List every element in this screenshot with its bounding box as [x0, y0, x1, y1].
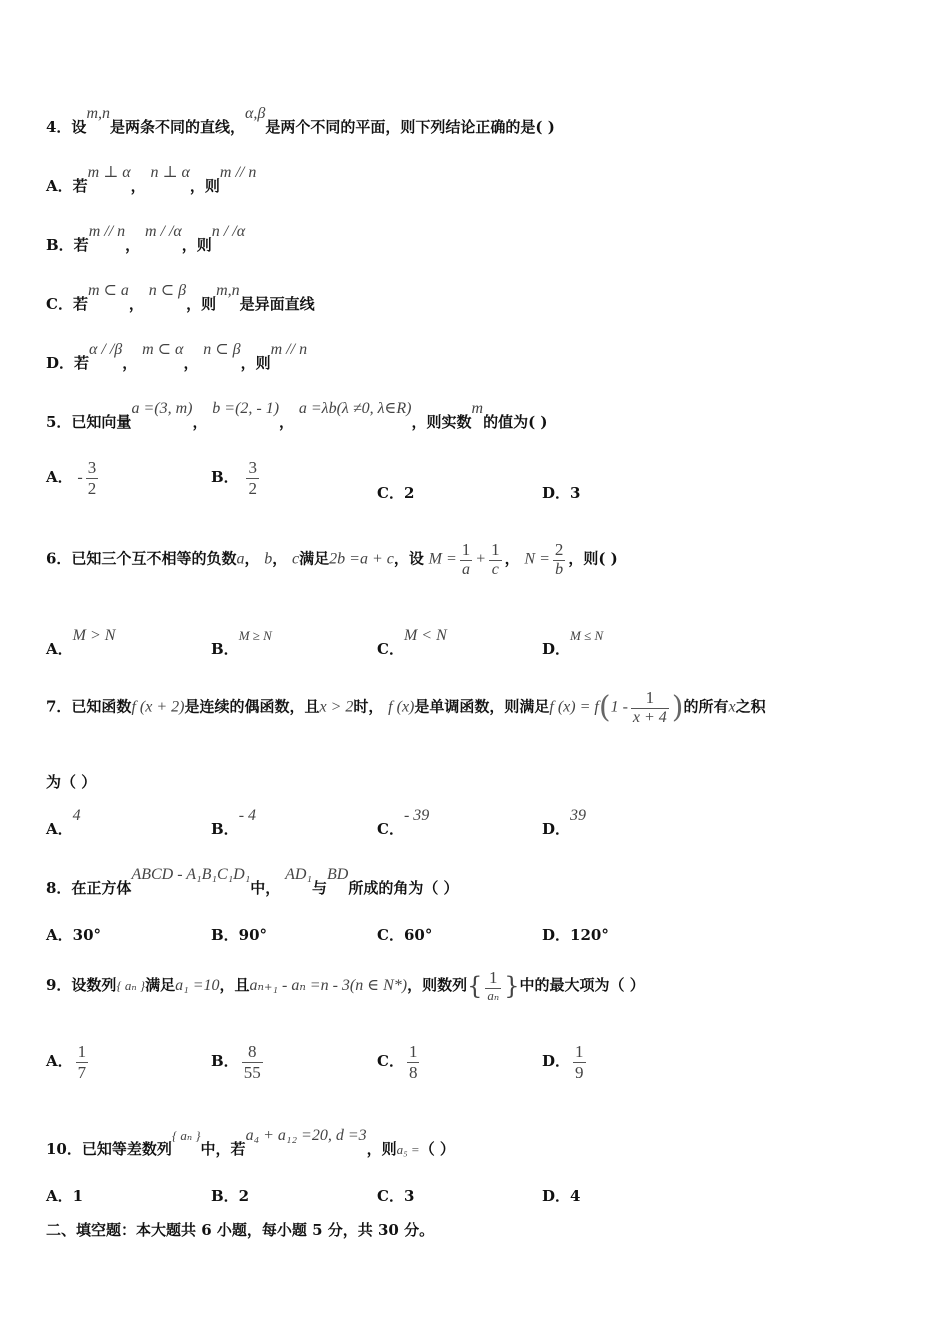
q8-option-d: D．120°	[542, 926, 609, 944]
q10-option-d: D．4	[542, 1187, 581, 1205]
q7-option-b: B．- 4	[211, 807, 257, 838]
q4-stem: 4．设m,n是两条不同的直线，α,β是两个不同的平面，则下列结论正确的是( )	[46, 105, 555, 136]
q8-option-c: C．60°	[377, 926, 433, 944]
q10-option-a: A．1	[46, 1187, 84, 1205]
q6-option-c: C．M < N	[377, 627, 447, 658]
q5-option-d: D．3	[542, 484, 581, 502]
q10-stem: 10．已知等差数列{ aₙ }中，若a₄ + a₁₂ =20, d =3，则a₅ =（ ）	[46, 1127, 455, 1158]
q10-option-c: C．3	[377, 1187, 415, 1205]
q5-stem: 5．已知向量a =(3, m)， b =(2, - 1)， a =λb(λ ≠0, λ∈R)，则实数m的值为( )	[46, 400, 548, 431]
q5-option-c: C．2	[377, 484, 415, 502]
q9-option-d: D． $\frac{1}{9}$	[542, 1042, 584, 1082]
q6-option-b: B．M ≥ N	[211, 628, 272, 658]
q7-option-d: D．39	[542, 807, 587, 838]
q9-option-a: A． $\frac{1}{7}$	[46, 1042, 87, 1082]
q7-option-c: C．- 39	[377, 807, 430, 838]
section-heading-fill-in: 二、填空题：本大题共 6 小题，每小题 5 分，共 30 分。	[46, 1221, 435, 1239]
q9-option-b: B． $\frac{8}{55}$	[211, 1042, 261, 1082]
q6-stem: 6．已知三个互不相等的负数a， b， c满足2b =a + c，设 M = $\frac{1}{a}$ + $\frac{1}{c}$ ， N = $\frac{2}{b}$ ，则( )	[46, 540, 618, 578]
q9-stem: 9．设数列{ aₙ }满足a₁ =10，且aₙ₊₁ - aₙ =n - 3(n ∈ N*)，则数列{ $\frac{1}{\text{aₙ}}$ }中的最大项为（ ）	[46, 968, 645, 1003]
q10-option-b: B．2	[211, 1187, 250, 1205]
q6-option-a: A．M > N	[46, 627, 116, 658]
fraction: $\frac{3}{2}$	[87, 458, 97, 498]
fraction: $\frac{3}{2}$	[248, 458, 257, 498]
q6-option-d: D．M ≤ N	[542, 628, 604, 658]
q7-stem-continued: 为（ ）	[46, 773, 97, 791]
q4-option-a: A．若m ⊥ α， n ⊥ α，则m // n	[46, 164, 257, 195]
q8-option-a: A．30°	[46, 926, 102, 944]
q5-option-b: B． $\frac{3}{2}$	[211, 458, 257, 498]
q7-stem: 7．已知函数f (x + 2)是连续的偶函数，且x > 2时， f (x)是单调函数，则满足f (x) = f(1 - $\frac{1}{x + 4}$ )的所有x之积	[46, 688, 766, 726]
q4-option-d: D．若α / /β， m ⊂ α， n ⊂ β，则m // n	[46, 341, 308, 372]
q8-stem: 8．在正方体ABCD - A₁B₁C₁D₁中， AD₁与BD所成的角为（ ）	[46, 866, 459, 897]
q4-option-b: B．若m // n， m / /α，则n / /α	[46, 223, 246, 254]
q8-option-b: B．90°	[211, 926, 268, 944]
q7-option-a: A．4	[46, 807, 81, 838]
q4-option-c: C．若m ⊂ a， n ⊂ β，则m,n是异面直线	[46, 282, 315, 313]
q9-option-c: C． $\frac{1}{8}$	[377, 1042, 418, 1082]
q5-option-a: A． - $\frac{3}{2}$	[46, 458, 97, 498]
